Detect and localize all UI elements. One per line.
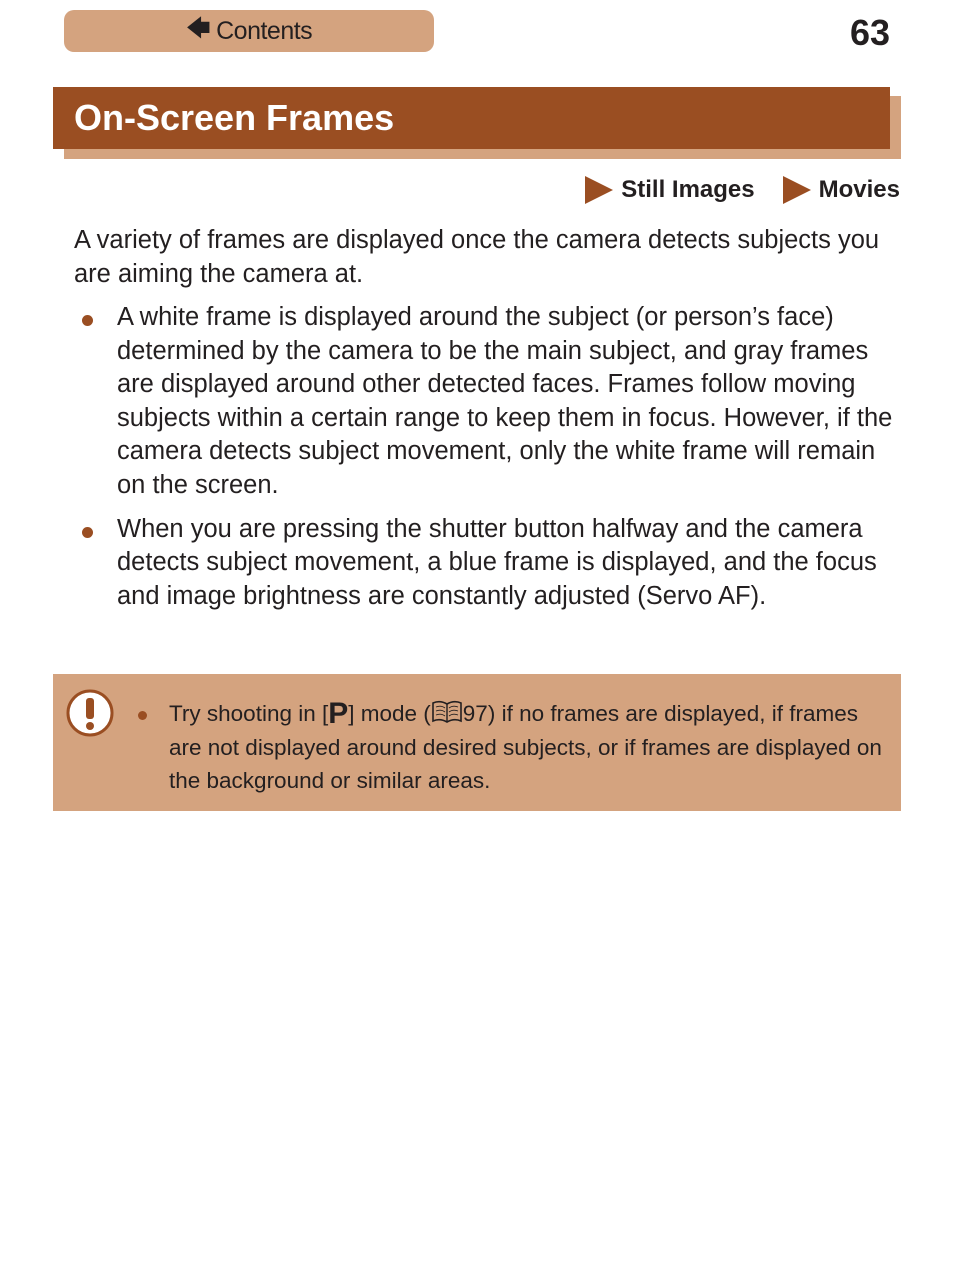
bullet-dot-icon (82, 315, 93, 326)
triangle-right-icon (783, 176, 811, 204)
arrow-left-icon: 🡄 (185, 14, 211, 42)
contents-label: Contents (216, 16, 313, 45)
mode-label-movies: Movies (818, 176, 900, 203)
list-item (74, 513, 894, 614)
warning-icon (66, 689, 114, 737)
intro-paragraph: A variety of frames are displayed once the camera detects subjects you are aiming the camera at. (74, 226, 880, 288)
bullet-dot-icon (82, 527, 93, 538)
list-item (74, 301, 894, 503)
contents-button[interactable] (64, 10, 434, 52)
bullet-text: A white frame is displayed around the subject (or person’s face) determined by the camera to be the main subject, and gray frames are displayed around other detected faces. Frames follow moving subjects within a certain range to keep them in focus. However, if the camera detects subject movement, only the white frame will remain on the screen. (117, 303, 893, 499)
caution-note-text: Try shooting in [P] mode ( 97) if no frames are displayed, if frames are not displayed around desired subjects, or if frames are displayed on the background or similar areas. (169, 697, 882, 793)
bullet-dot-icon (138, 711, 147, 720)
p-mode-icon: P (328, 697, 349, 730)
book-icon (431, 700, 463, 724)
mode-indicators (585, 176, 900, 204)
bullet-text: When you are pressing the shutter button halfway and the camera detects subject movement, a blue frame is displayed, and the focus and image brightness are constantly adjusted (Servo AF). (117, 514, 877, 610)
page-number: 63 (849, 12, 890, 53)
page-reference-link[interactable]: 97 (462, 701, 488, 726)
mode-label-still-images: Still Images (621, 176, 755, 203)
page-title: On-Screen Frames (74, 97, 395, 138)
triangle-right-icon (585, 176, 613, 204)
bullet-list (74, 301, 894, 623)
